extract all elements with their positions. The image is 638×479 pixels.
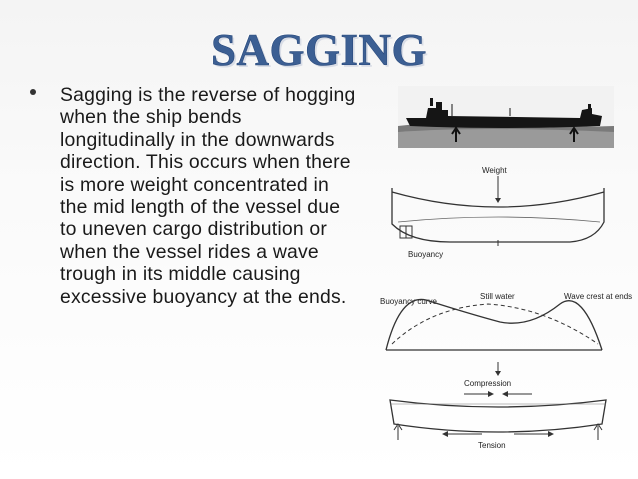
buoyancy-label: Buoyancy (408, 250, 444, 259)
sagging-diagram (370, 82, 633, 467)
ship-photo (398, 86, 614, 148)
buoyancy-curve-diagram (380, 292, 632, 350)
hull-load-diagram (392, 166, 604, 259)
tension-label: Tension (478, 441, 506, 450)
buoyancy-curve-label: Buoyancy curve (380, 297, 437, 306)
still-water-label: Still water (480, 292, 515, 301)
wave-crest-label: Wave crest at ends (564, 292, 633, 301)
weight-label: Weight (482, 166, 507, 175)
bullet-text: Sagging is the reverse of hogging when the ship bends longitudinally in the downwards direction. This occurs when there is more weight concentrated in the mid length of the vessel due to uneven cargo distribution or when the vessel rides a wave trough in its middle causing excessive buoyancy at the ends. (60, 84, 356, 308)
compression-label: Compression (464, 379, 512, 388)
beam-diagram (390, 362, 606, 450)
bullet-dot (30, 89, 36, 95)
slide-title: SAGGING (210, 25, 428, 75)
